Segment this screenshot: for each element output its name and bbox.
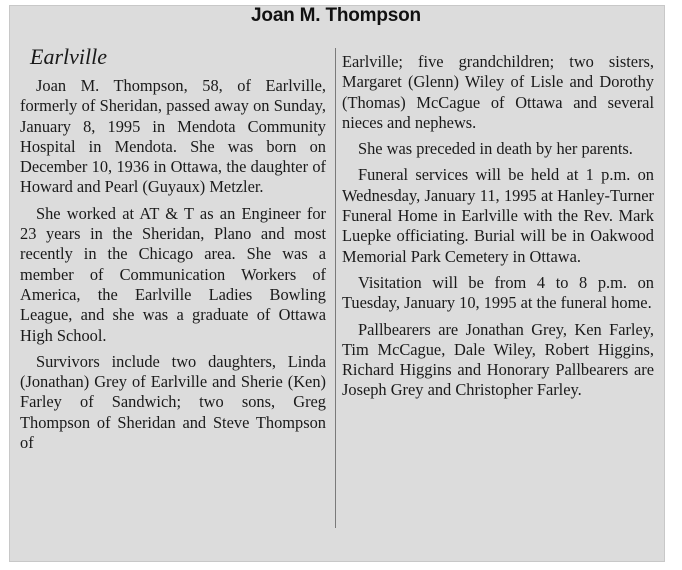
- paragraph-death-notice: Joan M. Thompson, 58, of Earlville, formerly of Sheridan, passed away on Sunday, January 8, 1995 in Mendota Community Hospital in Mendota. She was born on December 10, 1936 in Ottawa, the daughter of Howard and Pearl (Guyaux) Metzler.: [20, 76, 326, 197]
- paragraph-preceded: She was preceded in death by her parents.: [358, 139, 633, 159]
- paragraph-visitation: Visitation will be from 4 to 8 p.m. on Tuesday, January 10, 1995 at the funeral home.: [342, 272, 654, 313]
- column-divider: [335, 48, 336, 528]
- column-left: [20, 44, 326, 459]
- paragraph-survivors: Survivors include two daughters, Linda (Jonathan) Grey of Earlville and Sherie (Ken) Farley of Sandwich; two sons, Greg Thompson of Sheridan and Steve Thompson of: [20, 351, 326, 453]
- paragraph-career: She worked at AT & T as an Engineer for 23 years in the Sheridan, Plano and most recently in the Chicago area. She was a member of Communication Workers of America, the Earlville Ladies Bowling League, and she was a graduate of Ottawa High School.: [20, 203, 326, 345]
- obituary-headline: Joan M. Thompson: [251, 5, 421, 26]
- column-right: [342, 52, 654, 407]
- paragraph-funeral-services: Funeral services will be held at 1 p.m. on Wednesday, January 11, 1995 at Hanley-Turner Funeral Home in Earlville with the Rev. Mark Luepke officiating. Burial will be in Oakwood Memorial Park Cemetery in Ottawa.: [342, 165, 654, 266]
- paragraph-survivors-continued: Earlville; five grandchildren; two sisters, Margaret (Glenn) Wiley of Lisle and Dorothy (Thomas) McCague of Ottawa and several nieces and nephews.: [342, 52, 654, 132]
- paragraph-pallbearers: Pallbearers are Jonathan Grey, Ken Farley, Tim McCague, Dale Wiley, Robert Higgins, Richard Higgins and Honorary Pallbearers are Joseph Grey and Christopher Farley.: [342, 319, 654, 400]
- dateline: Earlville: [30, 44, 107, 69]
